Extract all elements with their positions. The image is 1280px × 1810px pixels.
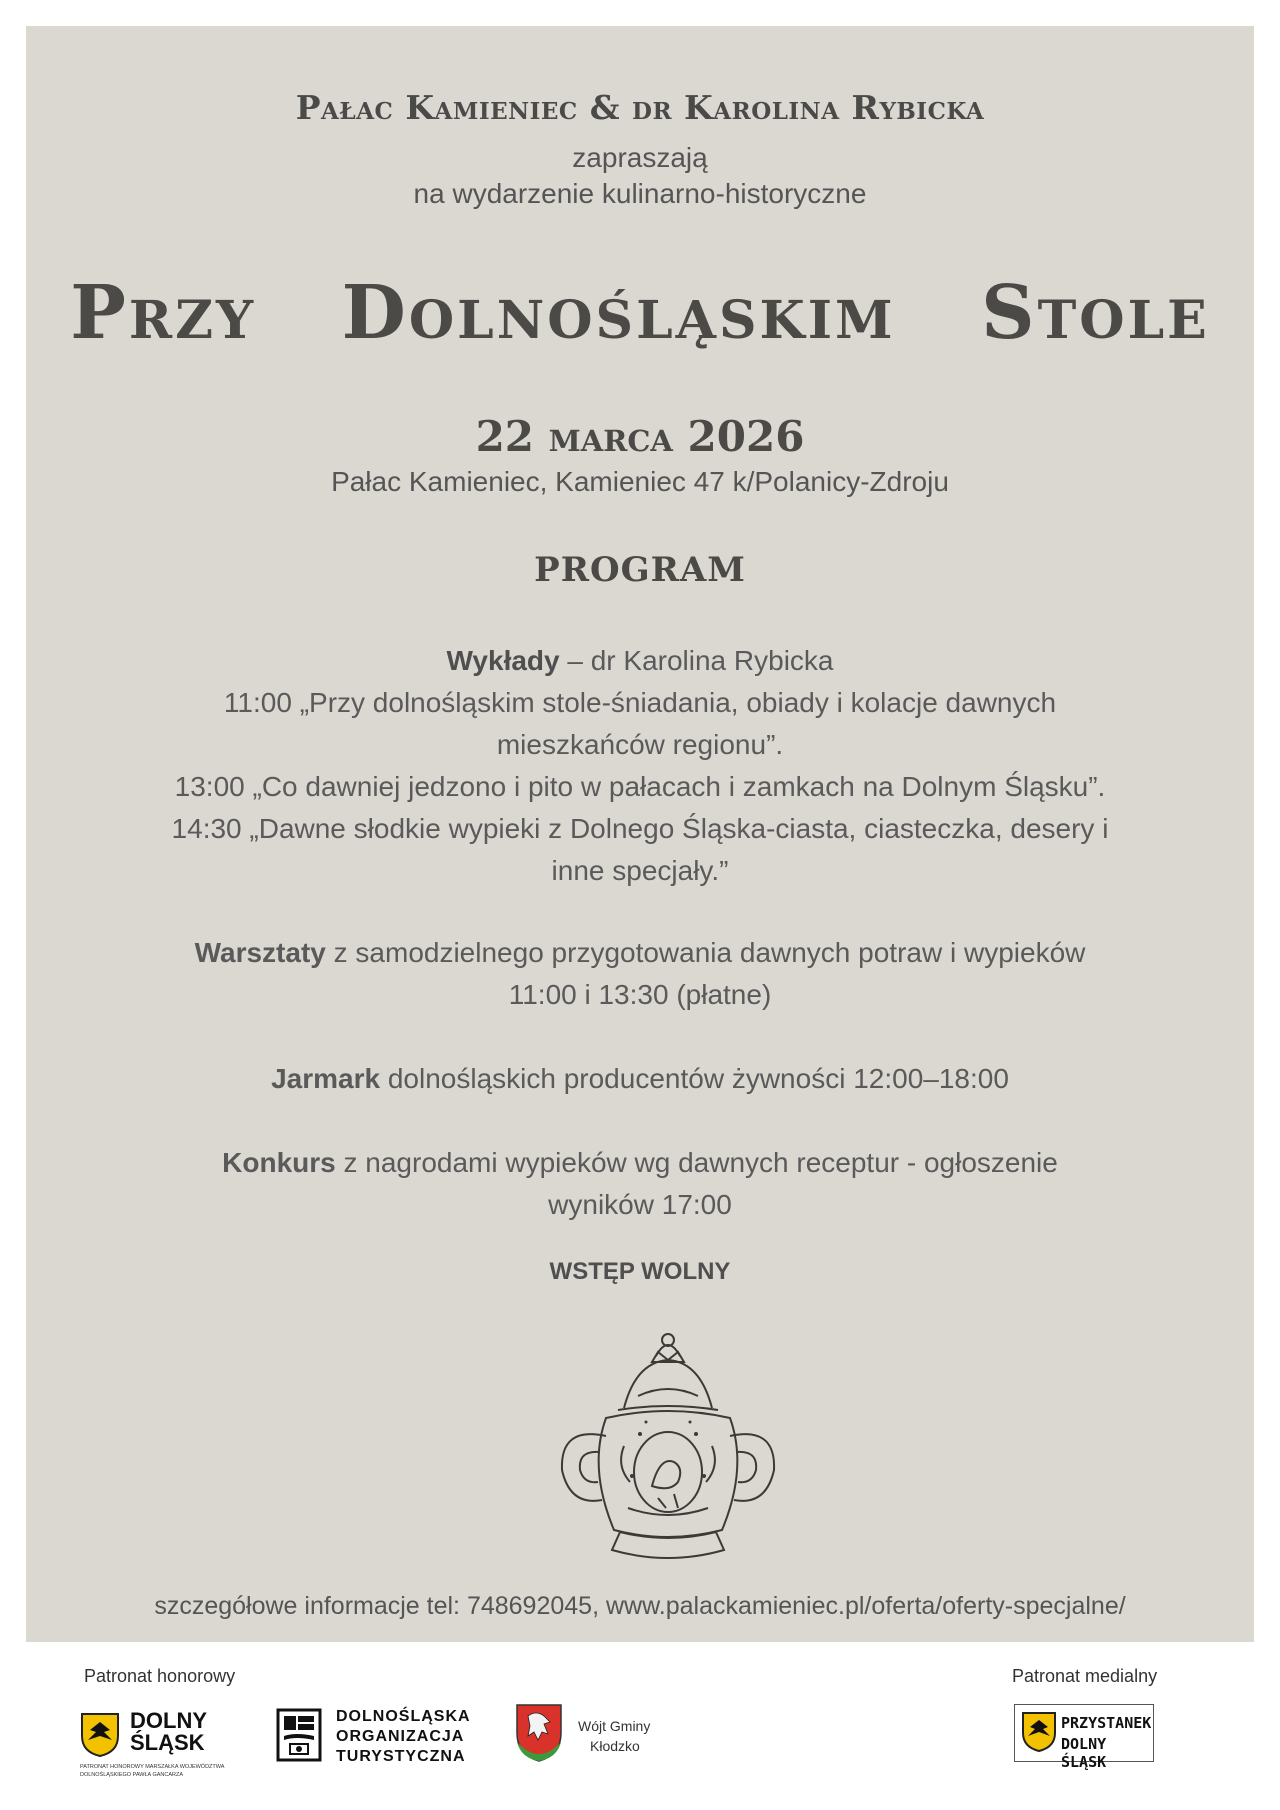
dolny-slask-logo: [80, 1706, 230, 1786]
wojt-line2: Kłodzko: [590, 1738, 640, 1754]
lectures-label: Wykłady: [446, 645, 560, 676]
workshops-times: 11:00 i 13:30 (płatne): [508, 979, 772, 1010]
fair-entry: [26, 1058, 1254, 1100]
klodzko-coat-of-arms-icon: [514, 1702, 564, 1764]
workshops-entry: [26, 932, 1254, 1016]
przystanek-line1: PRZYSTANEK: [1061, 1714, 1152, 1732]
dolny-slask-subtext-1: PATRONAT HONOROWY MARSZAŁKA WOJEWÓDZTWA: [80, 1764, 225, 1770]
contest-results-time: wyników 17:00: [548, 1189, 732, 1220]
dot-line1: DOLNOŚLĄSKA: [336, 1708, 471, 1725]
poster-panel: [26, 26, 1254, 1642]
dot-line2: ORGANIZACJA: [336, 1728, 465, 1745]
invite-line-1: zapraszają: [572, 142, 708, 173]
invite-line-2: na wydarzenie kulinarno-historyczne: [413, 178, 867, 209]
fair-text: dolnośląskich producentów żywności 12:00–18:00: [380, 1063, 1009, 1094]
contest-entry: [26, 1142, 1254, 1226]
lectures-header: [26, 640, 1254, 682]
media-patronage-label: Patronat medialny: [1012, 1666, 1158, 1686]
dolny-slask-subtext-2: DOLNOŚLĄSKIEGO PAWŁA GANCARZA: [80, 1772, 183, 1778]
przystanek-eagle-shield-icon: [1021, 1711, 1057, 1753]
przystanek-line2: DOLNY ŚLĄSK: [1061, 1735, 1107, 1771]
hosts-heading: Pałac Kamieniec & dr Karolina Rybicka: [295, 88, 985, 127]
contact-info: szczegółowe informacje tel: 748692045, www.palackamieniec.pl/oferta/oferty-specjalne/: [154, 1592, 1126, 1620]
event-title: Przy Dolnośląskim Stole: [70, 270, 1210, 356]
dot-line3: TURYSTYCZNA: [336, 1748, 466, 1765]
event-venue: Pałac Kamieniec, Kamieniec 47 k/Polanicy-Zdroju: [331, 466, 949, 497]
lecture-line: 14:30 „Dawne słodkie wypieki z Dolnego Śląska-ciasta, ciasteczka, desery i: [171, 813, 1109, 844]
lecture-line: 11:00 „Przy dolnośląskim stole-śniadania, obiady i kolacje dawnych: [223, 687, 1057, 718]
contest-text: z nagrodami wypieków wg dawnych receptur - ogłoszenie: [335, 1147, 1058, 1178]
lectures-block: [26, 640, 1254, 892]
fair-label: Jarmark: [271, 1063, 381, 1094]
lecture-line: mieszkańców regionu”.: [496, 729, 784, 760]
dolnoslaska-organizacja-turystyczna-logo: [276, 1704, 476, 1768]
dolny-slask-line1: DOLNY: [130, 1708, 207, 1733]
honorary-patronage-label: Patronat honorowy: [84, 1666, 236, 1686]
contest-label: Konkurs: [222, 1147, 336, 1178]
tureen-illustration: [528, 1326, 808, 1576]
dolny-slask-line2: ŚLĄSK: [130, 1730, 205, 1755]
przystanek-dolny-slask-logo: [1014, 1704, 1154, 1771]
workshops-label: Warsztaty: [194, 937, 326, 968]
admission-free: WSTĘP WOLNY: [549, 1258, 731, 1285]
workshops-text: z samodzielnego przygotowania dawnych potraw i wypieków: [325, 937, 1086, 968]
wojt-line1: Wójt Gminy: [578, 1718, 651, 1734]
eagle-shield-icon: [80, 1712, 120, 1758]
program-heading: PROGRAM: [534, 550, 746, 590]
lecture-line: inne specjały.”: [551, 855, 729, 886]
lectures-speaker: – dr Karolina Rybicka: [559, 645, 834, 676]
wojt-gminy-klodzko-logo: [514, 1700, 664, 1770]
dot-emblem-icon: [276, 1708, 322, 1762]
event-date: 22 marca 2026: [475, 412, 805, 461]
lecture-line: 13:00 „Co dawniej jedzono i pito w pałacach i zamkach na Dolnym Śląsku”.: [174, 771, 1106, 802]
